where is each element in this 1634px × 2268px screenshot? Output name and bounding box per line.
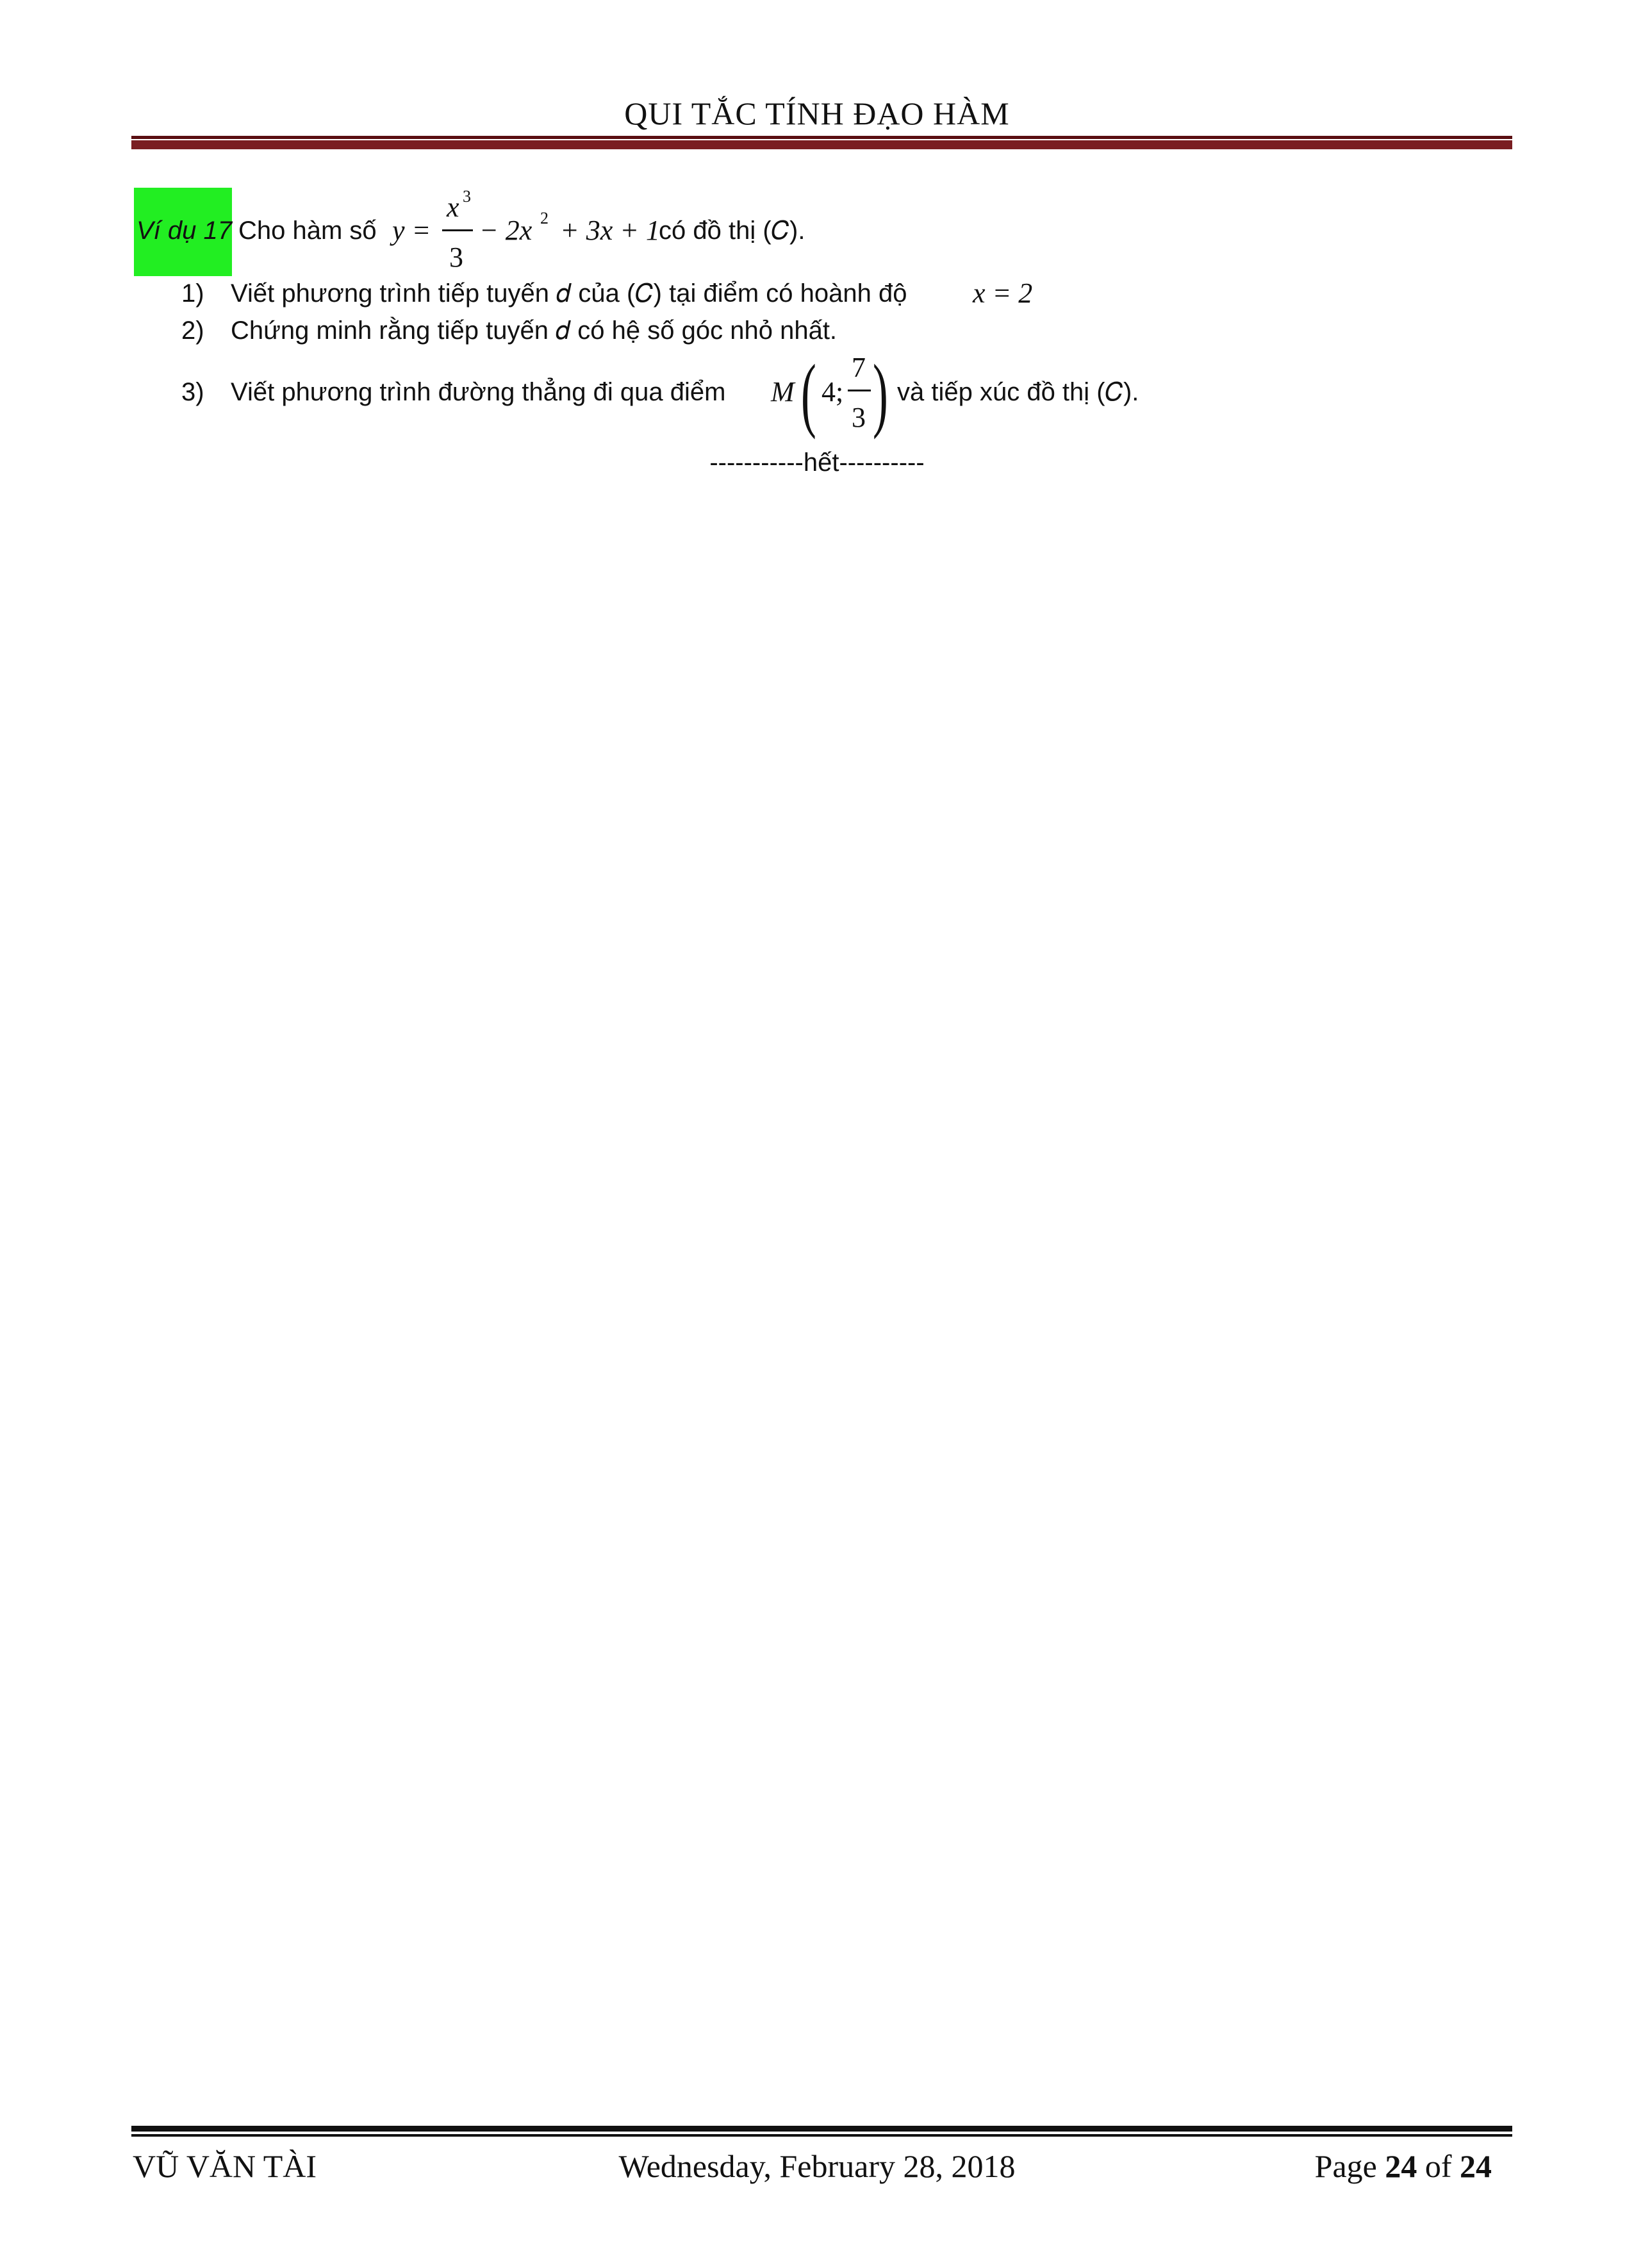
footer-page-current: 24 (1385, 2148, 1417, 2184)
formula-term-2: − 2x (479, 215, 532, 246)
formula-numerator-exponent: 3 (463, 187, 471, 206)
list-item-math: x = 2 (973, 277, 1033, 309)
list-item-suffix: và tiếp xúc đồ thị (𝐶). (897, 378, 1139, 406)
example-suffix: có đồ thị (𝐶). (659, 217, 805, 245)
formula-numerator: x (447, 192, 459, 223)
open-paren: ( (801, 348, 816, 440)
formula-term-2-exponent: 2 (540, 209, 549, 227)
formula-term-3: + 3x + 1 (560, 215, 660, 246)
footer-author: VŨ VĂN TÀI (133, 2148, 317, 2184)
footer-date: Wednesday, February 28, 2018 (618, 2148, 1016, 2184)
footer-page-total: 24 (1460, 2148, 1492, 2184)
list-item-number: 3) (181, 378, 204, 406)
footer-rule-thin (131, 2134, 1512, 2137)
footer-rule-thick (131, 2126, 1512, 2132)
header-rule-thick (131, 140, 1512, 149)
footer-page-of: of (1424, 2148, 1452, 2184)
list-item-number: 1) (181, 279, 204, 308)
point-x: 4; (821, 376, 844, 407)
close-paren: ) (873, 348, 888, 440)
formula-denominator: 3 (449, 242, 463, 273)
list-item-text: Viết phương trình tiếp tuyến 𝑑 của (𝐶) tại điểm có hoành độ (231, 279, 907, 308)
footer-page-number (1315, 2148, 1492, 2185)
formula-fraction-bar (442, 229, 473, 231)
formula-lhs: y = (392, 215, 431, 246)
point-name: M (771, 376, 795, 407)
list-item-text: Viết phương trình đường thẳng đi qua điểm (231, 378, 726, 406)
example-label: Ví dụ 17 (136, 217, 233, 245)
footer-page-word: Page (1314, 2148, 1377, 2184)
list-item-number: 2) (181, 316, 204, 345)
list-item-text: Chứng minh rằng tiếp tuyến 𝑑 có hệ số góc nhỏ nhất. (231, 316, 838, 345)
page-header-title: QUI TẮC TÍNH ĐẠO HÀM (624, 95, 1010, 131)
point-fraction-bar (848, 390, 871, 391)
point-y-denominator: 3 (852, 402, 866, 433)
example-intro: Cho hàm số (238, 217, 377, 245)
end-mark: -----------hết---------- (709, 448, 925, 477)
point-y-numerator: 7 (852, 352, 866, 383)
header-rule-thin (131, 136, 1512, 139)
